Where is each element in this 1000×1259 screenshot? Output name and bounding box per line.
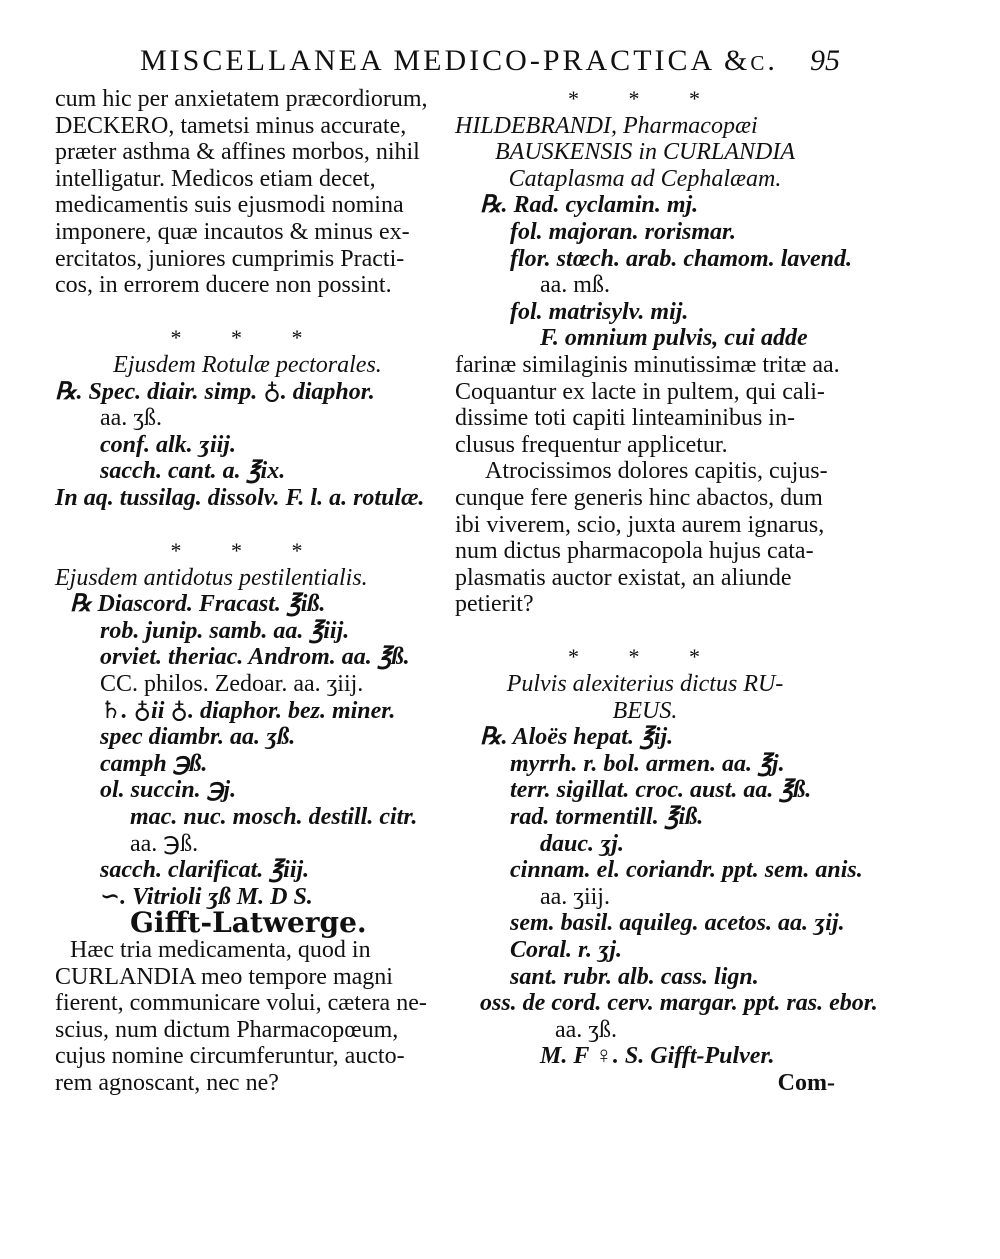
recipe-line: mac. nuc. mosch. destill. citr. — [130, 804, 418, 831]
recipe-line: flor. stœch. arab. chamom. lavend. — [510, 245, 853, 272]
text-line: imponere, quæ incautos & minus ex- — [55, 218, 410, 245]
text-line: clusus frequentur applicetur. — [455, 431, 728, 458]
recipe-line: sem. basil. aquileg. acetos. aa. ʒij. — [510, 910, 845, 937]
recipe-line: In aq. tussilag. dissolv. F. l. a. rotulæ. — [55, 484, 425, 511]
text-line: ercitatos, juniores cumprimis Practi- — [55, 245, 405, 272]
german-name: Gifft-Latwerge. — [130, 906, 367, 940]
recipe-line: aa. ʒß. — [100, 405, 162, 432]
recipe-line: ♄. ♁ii ♁. diaphor. bez. miner. — [100, 697, 396, 724]
text-line: Hæc tria medicamenta, quod in — [70, 937, 371, 963]
page-number: 95 — [810, 44, 840, 77]
recipe-line: aa. ℈ß. — [130, 830, 199, 857]
recipe-line: myrrh. r. bol. armen. aa. ℥j. — [510, 750, 785, 777]
text-line: cujus nomine circumferuntur, aucto- — [55, 1043, 405, 1070]
recipe-line: F. omnium pulvis, cui adde — [540, 325, 808, 352]
recipe-line: sant. rubr. alb. cass. lign. — [510, 963, 759, 990]
recipe-line: rad. tormentill. ℥iß. — [510, 804, 704, 831]
recipe-line: aa. ʒiij. — [540, 883, 610, 910]
text-line: præter asthma & affines morbos, nihil — [55, 139, 420, 166]
text-line: petierit? — [455, 591, 534, 618]
recipe-line: aa. ʒß. — [555, 1016, 617, 1043]
recipe-line: oss. de cord. cerv. margar. ppt. ras. ebor. — [480, 990, 878, 1017]
recipe-line: conf. alk. ʒiij. — [100, 431, 236, 458]
recipe-line: ℞. Aloës hepat. ℥ij. — [480, 724, 674, 751]
recipe-line: ℞. Rad. cyclamin. mj. — [480, 192, 699, 219]
running-header — [140, 44, 840, 84]
recipe-line: ∽. Vitrioli ʒß M. D S. — [100, 883, 313, 910]
recipe-line: cinnam. el. coriandr. ppt. sem. anis. — [510, 857, 863, 884]
text-line: cos, in errorem ducere non possint. — [55, 272, 392, 299]
recipe-line: aa. mß. — [540, 272, 610, 299]
left-column — [55, 86, 440, 1097]
recipe-line: ℞ Diascord. Fracast. ℥iß. — [70, 591, 326, 618]
section-title: Pulvis alexiterius dictus RU- — [506, 671, 784, 698]
recipe-line: camph ℈ß. — [100, 750, 208, 777]
text-line: DECKERO, tametsi minus accurate, — [55, 112, 407, 139]
right-column — [455, 86, 878, 1097]
text-line: num dictus pharmacopola hujus cata- — [455, 538, 814, 565]
catchword: Com- — [777, 1069, 835, 1096]
recipe-line: ℞. Spec. diair. simp. ♁. diaphor. — [55, 378, 375, 405]
section-divider-stars: * * * — [170, 538, 325, 564]
recipe-line: dauc. ʒj. — [540, 830, 624, 857]
section-divider-stars: * * * — [568, 644, 722, 670]
recipe-line: ol. succin. ℈j. — [100, 777, 237, 804]
text-line: intelligatur. Medicos etiam decet, — [55, 165, 376, 192]
text-line: fierent, communicare volui, cætera ne- — [55, 990, 427, 1017]
text-line: cunque fere generis hinc abactos, dum — [455, 484, 823, 511]
recipe-line: orviet. theriac. Androm. aa. ℥ß. — [100, 644, 410, 671]
recipe-line: terr. sigillat. croc. aust. aa. ℥ß. — [510, 777, 812, 804]
text-line: plasmatis auctor existat, an aliunde — [455, 564, 792, 591]
recipe-line: sacch. cant. a. ℥ix. — [100, 458, 286, 485]
text-line: scius, num dictum Pharmacopœum, — [55, 1016, 399, 1043]
text-line: farinæ similaginis minutissimæ tritæ aa. — [455, 351, 840, 378]
section-divider-stars: * * * — [568, 86, 722, 111]
section-title: Ejusdem Rotulæ pectorales. — [113, 351, 382, 378]
section-title: Cataplasma ad Cephalæam. — [508, 165, 782, 192]
section-divider-stars: * * * — [170, 325, 325, 351]
running-title: MISCELLANEA MEDICO-PRACTICA &c. — [140, 44, 778, 77]
section-title: BEUS. — [612, 697, 678, 724]
recipe-line: spec diambr. aa. ʒß. — [100, 724, 296, 751]
text-line: rem agnoscant, nec ne? — [55, 1069, 279, 1096]
recipe-line: Coral. r. ʒj. — [510, 937, 623, 963]
section-title: Ejusdem antidotus pestilentialis. — [55, 564, 368, 591]
text-line: medicamentis suis ejusmodi nomina — [55, 192, 404, 219]
text-line: Atrocissimos dolores capitis, cujus- — [485, 458, 828, 485]
recipe-line: sacch. clarificat. ℥iij. — [100, 857, 310, 884]
text-line: ibi viverem, scio, juxta aurem ignarus, — [455, 511, 825, 538]
recipe-line: fol. matrisylv. mij. — [510, 298, 689, 325]
text-line: dissime toti capiti linteaminibus in- — [455, 405, 795, 432]
recipe-line: CC. philos. Zedoar. aa. ʒiij. — [100, 671, 364, 698]
recipe-line: rob. junip. samb. aa. ℥iij. — [100, 617, 350, 644]
recipe-line: M. F ♀. S. Gifft-Pulver. — [540, 1043, 775, 1070]
section-title: BAUSKENSIS in CURLANDIA — [495, 139, 795, 166]
recipe-line: fol. majoran. rorismar. — [510, 218, 737, 245]
text-line: Coquantur ex lacte in pultem, qui cali- — [455, 378, 825, 405]
text-line: CURLANDIA meo tempore magni — [55, 963, 393, 990]
section-title: HILDEBRANDI, Pharmacopæi — [455, 112, 758, 139]
text-line: cum hic per anxietatem præcordiorum, — [55, 86, 428, 112]
